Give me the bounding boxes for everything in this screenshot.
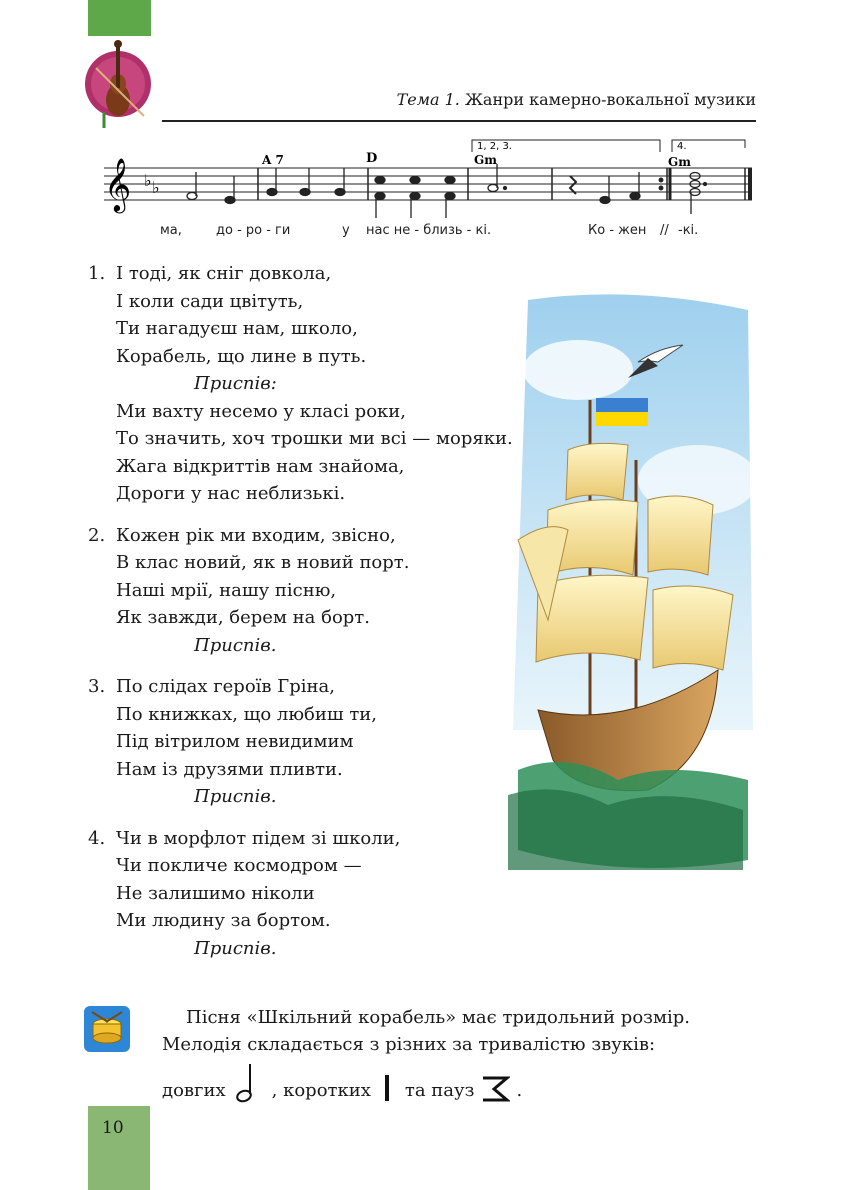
stanza-number: 1. <box>88 263 106 284</box>
half-note-icon <box>232 1060 266 1104</box>
lyric-line: Корабель, що лине в путь. <box>116 345 367 367</box>
lyric-do-ro-gy: до - ро - ги <box>216 223 291 238</box>
volta-1-label: 1, 2, 3. <box>477 141 512 152</box>
lyric-line: І коли сади цвітуть, <box>116 290 304 312</box>
long-notes-label: довгих <box>162 1080 226 1101</box>
lyric-line: По слідах героїв Гріна, <box>116 676 335 697</box>
short-note-bar-icon <box>377 1072 399 1104</box>
lyric-line: Ми людину за бортом. <box>116 910 331 931</box>
lyric-ki: -кі. <box>678 223 699 238</box>
stanza-3 <box>88 673 513 811</box>
stanza-1 <box>88 260 513 508</box>
chord-a7: A 7 <box>262 153 284 167</box>
lyric-line: Кожен рік ми входим, звісно, <box>116 524 396 546</box>
top-green-tab <box>88 0 151 36</box>
refrain-label: Приспів. <box>194 937 277 959</box>
header-title <box>397 90 756 109</box>
quarter-rest-icon <box>570 176 576 194</box>
chord-d: D <box>366 151 378 166</box>
lyric-line: По книжках, що любиш ти, <box>116 703 377 725</box>
note-end-period: . <box>516 1080 523 1101</box>
refrain-line: То значить, хоч трошки ми всі — моряки. <box>116 428 513 449</box>
lyric-line: Чи покличе космодром — <box>116 855 362 876</box>
music-emblem-icon <box>84 38 156 130</box>
flat-sign-icon: ♭ <box>152 178 160 197</box>
lyric-line: Як завжди, берем на борт. <box>116 607 370 628</box>
refrain-label: Приспів. <box>194 634 277 656</box>
stanza-2 <box>88 522 513 660</box>
stanza-4 <box>88 825 513 963</box>
topic-title: Жанри камерно-вокальної музики <box>464 90 756 109</box>
lyric-nas-neblyzki: нас не - близь - кі. <box>366 223 492 238</box>
song-lyrics <box>88 260 513 976</box>
treble-clef-icon: 𝄞 <box>104 157 132 211</box>
chord-gm-1: Gm <box>474 153 497 167</box>
stanza-number: 4. <box>88 827 106 849</box>
lyric-line: Ти нагадуєш нам, школо, <box>116 318 358 339</box>
page-number: 10 <box>102 1118 124 1138</box>
lyric-line: Наші мрії, нашу пісню, <box>116 579 337 601</box>
refrain-line: Ми вахту несемо у класі роки, <box>116 400 406 422</box>
lyric-u: у <box>342 223 350 238</box>
refrain-label: Приспів. <box>194 786 277 807</box>
note-text: Пісня «Шкільний корабель» має тридольний розмір. Мелодія складається з різних за тривалістю звуків: <box>162 1007 690 1055</box>
lyric-line: Нам із друзями пливти. <box>116 758 343 780</box>
page-number-box <box>88 1106 150 1190</box>
lyric-line: Під вітрилом невидимим <box>116 731 354 752</box>
lyric-ma: ма, <box>160 223 182 238</box>
musical-note-paragraph <box>162 1004 758 1104</box>
volta-2-label: 4. <box>677 141 687 152</box>
stanza-number: 3. <box>88 676 106 697</box>
chord-gm-2: Gm <box>668 155 691 169</box>
pauses-label: та пауз <box>404 1080 475 1101</box>
short-notes-label: , коротких <box>271 1080 371 1101</box>
drum-icon <box>84 1006 130 1052</box>
refrain-line: Жага відкриттів нам знайома, <box>116 455 405 477</box>
flat-sign-icon: ♭ <box>144 171 152 190</box>
lyric-line: Не залишимо ніколи <box>116 882 315 904</box>
pause-sigma-icon <box>480 1074 510 1104</box>
lyric-kozhen: Ко - жен <box>588 223 647 238</box>
lyric-slashes: // <box>660 223 669 238</box>
music-score <box>100 136 760 246</box>
sailing-ship-illustration <box>508 290 758 870</box>
lyric-line: І тоді, як сніг довкола, <box>116 263 332 284</box>
stanza-number: 2. <box>88 524 106 546</box>
topic-label: Тема 1. <box>396 90 460 109</box>
page-header <box>162 88 756 122</box>
refrain-label: Приспів: <box>194 373 277 394</box>
lyric-line: Чи в морфлот підем зі школи, <box>116 827 401 849</box>
refrain-line: Дороги у нас неблизькі. <box>116 483 346 504</box>
lyric-line: В клас новий, як в новий порт. <box>116 552 410 573</box>
note-symbols-line <box>162 1060 758 1104</box>
